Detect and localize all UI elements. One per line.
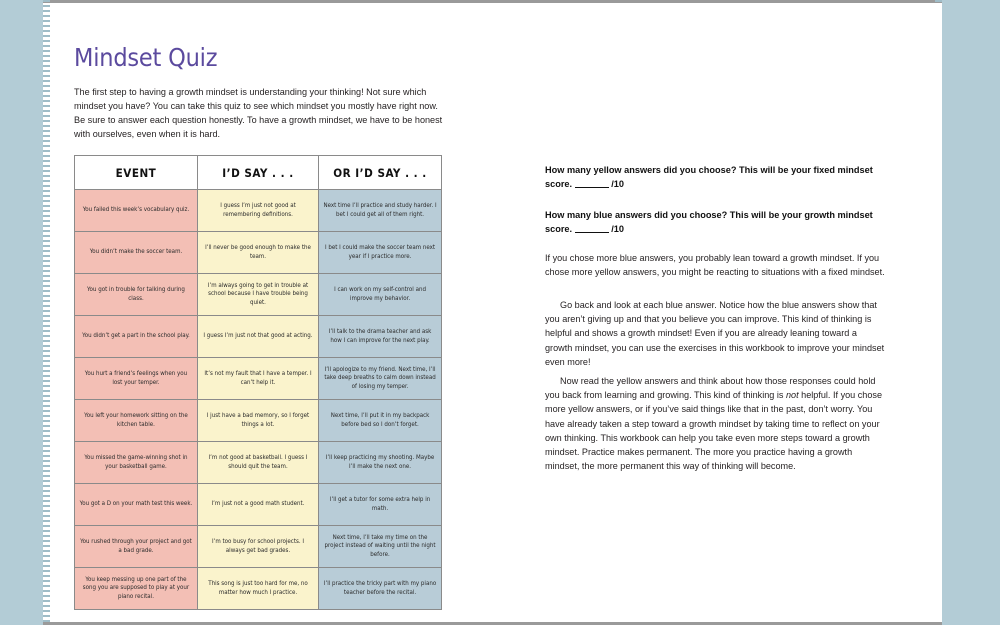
left-edge-band <box>0 0 43 625</box>
results-paragraph-2: Go back and look at each blue answer. Notice how the blue answers show that you aren’t giving up and that you believe you can improve. This kind of thinking is helpful and shows a growth mindset! Even if you are already leaning toward a growth mindset, you can use the exercises in this workbook to improve your mindset even more! <box>545 300 885 367</box>
growth-score-prompt <box>545 208 885 236</box>
quiz-event-cell: You didn’t get a part in the school play. <box>75 316 198 358</box>
quiz-fixed-answer-cell[interactable]: I guess I’m just not good at remembering definitions. <box>197 190 318 232</box>
column-header-growth: OR I’D SAY . . . <box>319 156 442 190</box>
quiz-growth-answer-cell[interactable]: I’ll talk to the drama teacher and ask how I can improve for the next play. <box>319 316 442 358</box>
table-row <box>75 484 442 526</box>
results-paragraph-3 <box>545 374 885 473</box>
quiz-fixed-answer-cell[interactable]: I just have a bad memory, so I forget things a lot. <box>197 400 318 442</box>
quiz-event-cell: You got in trouble for talking during class. <box>75 274 198 316</box>
table-row <box>75 232 442 274</box>
fixed-score-prompt <box>545 163 885 191</box>
page-title: Mindset Quiz <box>74 43 218 72</box>
results-paragraph-3-emphasis: not <box>785 390 799 401</box>
quiz-growth-answer-cell[interactable]: I’ll get a tutor for some extra help in math. <box>319 484 442 526</box>
quiz-growth-answer-cell[interactable]: I’ll keep practicing my shooting. Maybe I’ll make the next one. <box>319 442 442 484</box>
quiz-event-cell: You failed this week’s vocabulary quiz. <box>75 190 198 232</box>
quiz-growth-answer-cell[interactable]: Next time, I’ll take my time on the project instead of waiting until the night before. <box>319 526 442 568</box>
column-header-event: EVENT <box>75 156 198 190</box>
quiz-event-cell: You hurt a friend’s feelings when you lost your temper. <box>75 358 198 400</box>
quiz-growth-answer-cell[interactable]: Next time, I’ll put it in my backpack before bed so I don’t forget. <box>319 400 442 442</box>
growth-score-prompt-text: How many blue answers did you choose? This will be your growth mindset score. <box>545 210 873 235</box>
quiz-event-cell: You missed the game-winning shot in your basketball game. <box>75 442 198 484</box>
results-paragraph-3-part1: Now read the yellow answers and think about how those responses could hold you back from learning and growing. This kind of thinking is <box>545 376 876 401</box>
growth-score-denominator: /10 <box>611 224 624 235</box>
quiz-fixed-answer-cell[interactable]: This song is just too hard for me, no matter how much I practice. <box>197 568 318 610</box>
intro-paragraph: The first step to having a growth mindset is understanding your thinking! Not sure which mindset you have? You can take this quiz to see which mindset you mostly have right now. Be sure to answer each question honestly. To have a growth mindset, we have to be honest with ourselves, even when it is hard. <box>74 87 443 140</box>
table-row <box>75 526 442 568</box>
quiz-growth-answer-cell[interactable]: I bet I could make the soccer team next year if I practice more. <box>319 232 442 274</box>
quiz-fixed-answer-cell[interactable]: It’s not my fault that I have a temper. I can’t help it. <box>197 358 318 400</box>
left-page <box>50 3 500 622</box>
quiz-fixed-answer-cell[interactable]: I guess I’m just not that good at acting. <box>197 316 318 358</box>
right-edge-band <box>942 0 1000 625</box>
table-row <box>75 442 442 484</box>
growth-score-blank[interactable] <box>575 232 609 233</box>
table-row <box>75 190 442 232</box>
quiz-fixed-answer-cell[interactable]: I’m not good at basketball. I guess I should quit the team. <box>197 442 318 484</box>
table-header-row <box>75 156 442 190</box>
quiz-fixed-answer-cell[interactable]: I’m just not a good math student. <box>197 484 318 526</box>
quiz-growth-answer-cell[interactable]: Next time I’ll practice and study harder. I bet I could get all of them right. <box>319 190 442 232</box>
table-row <box>75 274 442 316</box>
quiz-fixed-answer-cell[interactable]: I’m too busy for school projects. I always get bad grades. <box>197 526 318 568</box>
table-row <box>75 358 442 400</box>
left-perforation <box>43 0 50 625</box>
fixed-score-blank[interactable] <box>575 187 609 188</box>
quiz-growth-answer-cell[interactable]: I’ll practice the tricky part with my piano teacher before the recital. <box>319 568 442 610</box>
right-page <box>500 3 942 622</box>
table-row <box>75 400 442 442</box>
quiz-fixed-answer-cell[interactable]: I’m always going to get in trouble at school because I have trouble being quiet. <box>197 274 318 316</box>
quiz-growth-answer-cell[interactable]: I’ll apologize to my friend. Next time, I’ll take deep breaths to calm down instead of losing my temper. <box>319 358 442 400</box>
fixed-score-prompt-text: How many yellow answers did you choose? This will be your fixed mindset score. <box>545 165 873 190</box>
table-row <box>75 316 442 358</box>
quiz-growth-answer-cell[interactable]: I can work on my self-control and improve my behavior. <box>319 274 442 316</box>
column-header-fixed: I’D SAY . . . <box>197 156 318 190</box>
quiz-event-cell: You rushed through your project and got a bad grade. <box>75 526 198 568</box>
quiz-event-cell: You left your homework sitting on the kitchen table. <box>75 400 198 442</box>
quiz-event-cell: You got a D on your math test this week. <box>75 484 198 526</box>
quiz-event-cell: You didn’t make the soccer team. <box>75 232 198 274</box>
results-paragraph-1: If you chose more blue answers, you probably lean toward a growth mindset. If you chose more yellow answers, you might be reacting to situations with a fixed mindset. <box>545 253 885 278</box>
quiz-event-cell: You keep messing up one part of the song you are supposed to play at your piano recital. <box>75 568 198 610</box>
table-row <box>75 568 442 610</box>
quiz-fixed-answer-cell[interactable]: I’ll never be good enough to make the team. <box>197 232 318 274</box>
mindset-quiz-table <box>74 155 442 610</box>
results-paragraph-3-part2: helpful. If you chose more yellow answers, or if you’ve said things like that in the past, don’t worry. You have already taken a step toward a growth mindset by taking time to reflect on your own thinking. This workbook can help you take even more steps toward a growth mindset. Practice makes permanent. The more you practice having a growth mindset, the more permanent this way of thinking will become. <box>545 390 883 472</box>
fixed-score-denominator: /10 <box>611 179 624 190</box>
